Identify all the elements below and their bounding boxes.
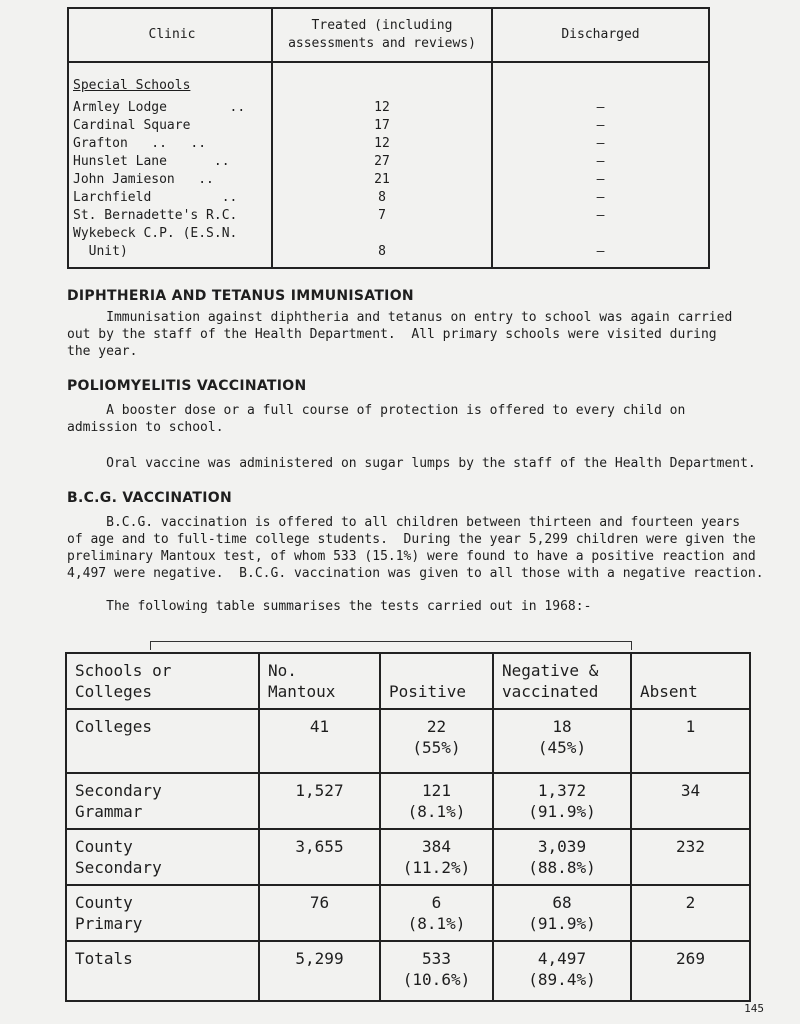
- tests-table: [65, 652, 751, 1002]
- bcg-text: B.C.G. vaccination is offered to all children between thirteen and fourteen years of age and to full-time college students. During the year 5,299 children were given the preliminary Mantoux test, of whom 533 (15.1%) were found to have a positive reaction and 4,497 were negative. B.C.G. vaccination was given to all those with a negative reaction.: [67, 515, 764, 581]
- negative-cell: [493, 885, 631, 941]
- polio-text-2: Oral vaccine was administered on sugar lumps by the staff of the Health Department.: [67, 456, 756, 471]
- clinic-name: Hunslet Lane ..: [73, 154, 230, 169]
- negative-cell: [493, 829, 631, 885]
- clinic-name: Wykebeck C.P. (E.S.N.: [73, 226, 238, 241]
- negative-cell: [493, 709, 631, 773]
- discharged-value: –: [596, 208, 605, 223]
- absent-value: 1: [631, 709, 750, 773]
- table-row: [66, 709, 750, 773]
- clinic-name: Larchfield ..: [73, 190, 238, 205]
- absent-value: 34: [631, 773, 750, 829]
- treated-column: [272, 62, 492, 268]
- treated-value: 12: [374, 136, 390, 151]
- positive-value: 533: [422, 949, 451, 968]
- treated-header: Treated (including assessments and reviews): [272, 8, 492, 62]
- row-name: County Secondary: [66, 829, 259, 885]
- absent-value: 269: [631, 941, 750, 1001]
- positive-cell: [380, 829, 493, 885]
- discharged-value: –: [596, 100, 605, 115]
- bcg-intro: The following table summarises the tests carried out in 1968:-: [67, 599, 592, 614]
- table-row: [66, 885, 750, 941]
- negative-pct: (91.9%): [528, 802, 596, 821]
- absent-value: 232: [631, 829, 750, 885]
- treated-value: 17: [374, 118, 390, 133]
- treated-value: [273, 225, 491, 243]
- positive-header: Positive: [380, 653, 493, 709]
- negative-cell: [493, 941, 631, 1001]
- treated-value: 8: [378, 244, 386, 259]
- discharged-column: [492, 62, 709, 268]
- row-name: Totals: [66, 941, 259, 1001]
- discharged-value: –: [596, 244, 605, 259]
- positive-pct: (11.2%): [402, 858, 471, 877]
- negative-value: 1,372: [537, 781, 587, 800]
- row-name: County Primary: [66, 885, 259, 941]
- bcg-heading: B.C.G. VACCINATION: [67, 490, 232, 506]
- negative-pct: (89.4%): [528, 970, 596, 989]
- positive-value: 22: [426, 717, 447, 736]
- discharged-value: –: [596, 118, 605, 133]
- positive-cell: [380, 773, 493, 829]
- absent-header: Absent: [631, 653, 750, 709]
- clinic-name: John Jamieson ..: [73, 172, 214, 187]
- polio-text-1: A booster dose or a full course of protection is offered to every child on admission to school.: [67, 403, 686, 435]
- mantoux-value: 76: [259, 885, 380, 941]
- treated-value: 8: [378, 190, 386, 205]
- mantoux-value: 41: [259, 709, 380, 773]
- clinic-column: [68, 62, 272, 268]
- schools-header: Schools or Colleges: [66, 653, 259, 709]
- treated-value: 7: [378, 208, 386, 223]
- clinic-header: Clinic: [68, 8, 272, 62]
- treated-value: 12: [374, 100, 390, 115]
- negative-value: 3,039: [537, 837, 587, 856]
- discharged-value: –: [596, 154, 605, 169]
- positive-pct: (55%): [412, 738, 461, 757]
- discharged-value: [493, 225, 708, 243]
- clinic-name: Armley Lodge ..: [73, 100, 246, 115]
- mantoux-header: No. Mantoux: [259, 653, 380, 709]
- row-name: Colleges: [66, 709, 259, 773]
- diphtheria-heading: DIPHTHERIA AND TETANUS IMMUNISATION: [67, 288, 414, 304]
- negative-header: Negative & vaccinated: [493, 653, 631, 709]
- positive-value: 6: [431, 893, 442, 912]
- positive-cell: [380, 885, 493, 941]
- positive-cell: [380, 709, 493, 773]
- mantoux-value: 1,527: [259, 773, 380, 829]
- negative-pct: (45%): [537, 738, 587, 757]
- negative-value: 68: [552, 893, 572, 912]
- discharged-value: –: [596, 172, 605, 187]
- page-number: 145: [744, 1002, 764, 1015]
- table-row: [66, 829, 750, 885]
- negative-value: 18: [552, 717, 572, 736]
- diphtheria-text: Immunisation against diphtheria and tetanus on entry to school was again carried out by the staff of the Health Department. All primary schools were visited during the year.: [67, 310, 733, 359]
- clinic-name: Grafton .. ..: [73, 136, 207, 151]
- table-row: [66, 941, 750, 1001]
- positive-cell: [380, 941, 493, 1001]
- negative-cell: [493, 773, 631, 829]
- discharged-value: –: [596, 190, 605, 205]
- positive-pct: (8.1%): [407, 914, 466, 933]
- table-row: [66, 773, 750, 829]
- clinic-name: Unit): [73, 244, 128, 259]
- discharged-header: Discharged: [492, 8, 709, 62]
- positive-value: 384: [422, 837, 451, 856]
- table-top-rule: [150, 641, 632, 650]
- treated-value: 27: [374, 154, 390, 169]
- treated-value: 21: [374, 172, 390, 187]
- positive-pct: (8.1%): [407, 802, 466, 821]
- positive-pct: (10.6%): [402, 970, 471, 989]
- positive-value: 121: [422, 781, 451, 800]
- clinic-table: [67, 7, 710, 269]
- absent-value: 2: [631, 885, 750, 941]
- mantoux-value: 5,299: [259, 941, 380, 1001]
- negative-pct: (88.8%): [528, 858, 596, 877]
- discharged-value: –: [596, 136, 605, 151]
- mantoux-value: 3,655: [259, 829, 380, 885]
- clinic-name: Cardinal Square: [73, 118, 191, 133]
- clinic-name: St. Bernadette's R.C.: [73, 208, 238, 223]
- negative-value: 4,497: [537, 949, 587, 968]
- section-label: Special Schools: [73, 78, 191, 93]
- row-name: Secondary Grammar: [66, 773, 259, 829]
- polio-heading: POLIOMYELITIS VACCINATION: [67, 378, 307, 394]
- negative-pct: (91.9%): [528, 914, 596, 933]
